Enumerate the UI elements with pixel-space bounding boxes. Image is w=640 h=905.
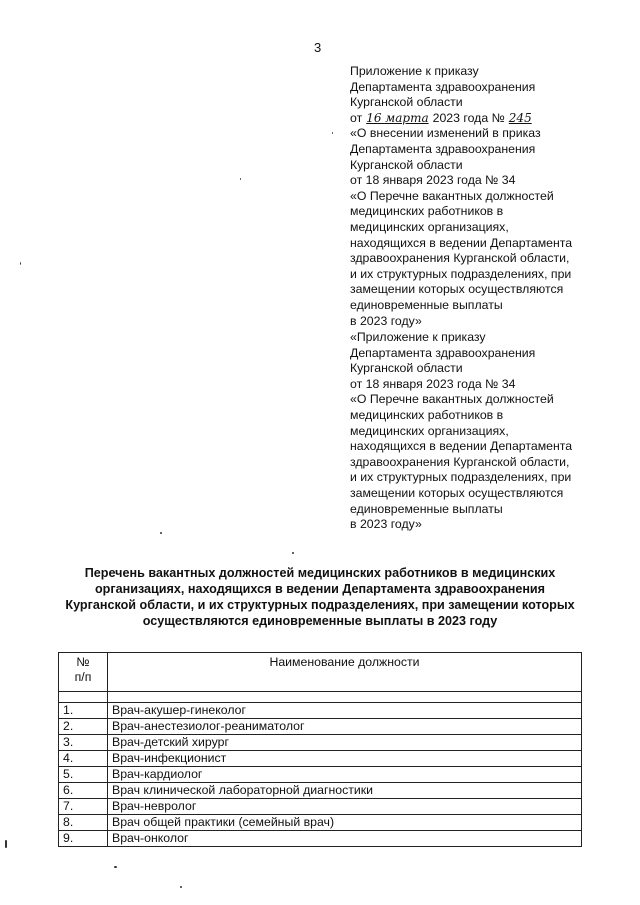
- table-row: [59, 719, 582, 735]
- document-title: [40, 565, 600, 629]
- appendix-line: находящихся в ведении Департамента: [350, 235, 573, 250]
- appendix-line: «О внесении изменений в приказ: [350, 126, 541, 141]
- row-number: 5.: [59, 767, 108, 783]
- appendix-line: «О Перечне вакантных должностей: [350, 188, 554, 203]
- appendix-line: здравоохранения Курганской области,: [350, 454, 570, 469]
- header-num-symbol: №: [76, 655, 90, 669]
- position-name: Врач общей практики (семейный врач): [108, 815, 582, 831]
- handwritten-date: 16 марта: [366, 110, 429, 125]
- appendix-line: Приложение к приказу: [350, 64, 479, 78]
- title-line: Курганской области, и их структурных подразделениях, при замещении которых: [65, 598, 575, 612]
- table-row: [59, 703, 582, 719]
- position-name: Врач-детский хирург: [108, 735, 582, 751]
- appendix-line: «Приложение к приказу: [350, 330, 486, 344]
- scan-speck: [292, 552, 294, 554]
- scan-speck: [240, 178, 241, 180]
- scan-speck: [5, 840, 7, 848]
- appendix-line: медицинских работников в: [350, 204, 504, 219]
- row-number: 8.: [59, 815, 108, 831]
- scan-speck: [160, 532, 162, 534]
- page-number: 3: [314, 40, 322, 55]
- appendix-block-amending-order: [350, 64, 610, 329]
- position-name: Врач-кардиолог: [108, 767, 582, 783]
- date-middle: 2023 года №: [432, 110, 505, 125]
- appendix-line: и их структурных подразделениях, при: [350, 470, 572, 485]
- appendix-line: в 2023 году»: [350, 313, 422, 328]
- appendix-line: в 2023 году»: [350, 517, 422, 532]
- appendix-line: медицинских организациях,: [350, 219, 509, 234]
- row-number: 9.: [59, 831, 108, 847]
- row-number: 7.: [59, 799, 108, 815]
- date-prefix: от: [350, 110, 363, 125]
- appendix-line: медицинских работников в: [350, 407, 504, 422]
- spacer-cell: [108, 692, 582, 703]
- position-name: Врач-инфекционист: [108, 751, 582, 767]
- row-number: 2.: [59, 719, 108, 735]
- vacant-positions-table: [58, 652, 582, 847]
- position-name: Врач-онколог: [108, 831, 582, 847]
- table-row: [59, 831, 582, 847]
- handwritten-order-number: 245: [508, 110, 532, 125]
- appendix-line: единовременные выплаты: [350, 297, 503, 312]
- appendix-line: Курганской области: [350, 95, 463, 110]
- row-number: 3.: [59, 735, 108, 751]
- spacer-cell: [59, 692, 108, 703]
- row-number: 1.: [59, 703, 108, 719]
- appendix-line: Курганской области: [350, 157, 463, 172]
- position-name: Врач-анестезиолог-реаниматолог: [108, 719, 582, 735]
- table-row: [59, 783, 582, 799]
- scan-speck: [20, 262, 21, 265]
- appendix-line: медицинских организациях,: [350, 423, 509, 438]
- appendix-line: находящихся в ведении Департамента: [350, 439, 573, 454]
- table-row: [59, 735, 582, 751]
- title-line: Перечень вакантных должностей медицинских работников в медицинских: [84, 566, 556, 580]
- table-row: [59, 751, 582, 767]
- appendix-line: единовременные выплаты: [350, 501, 503, 516]
- scan-speck: [332, 132, 333, 134]
- table-row: [59, 767, 582, 783]
- appendix-line: здравоохранения Курганской области,: [350, 251, 570, 266]
- appendix-line: Курганской области: [350, 361, 463, 376]
- table-spacer-row: [59, 692, 582, 703]
- appendix-line: Департамента здравоохранения: [350, 79, 536, 94]
- appendix-line: замещении которых осуществляются: [350, 282, 564, 297]
- appendix-line: и их структурных подразделениях, при: [350, 266, 572, 281]
- scan-speck: [114, 866, 117, 868]
- appendix-line: замещении которых осуществляются: [350, 485, 564, 500]
- table-header-row: [59, 653, 582, 692]
- scan-speck: [180, 886, 182, 888]
- table-row: [59, 815, 582, 831]
- appendix-block-original-order: [350, 330, 610, 533]
- table-row: [59, 799, 582, 815]
- title-line: организациях, находящихся в ведении Департамента здравоохранения: [94, 582, 546, 596]
- row-number: 6.: [59, 783, 108, 799]
- title-line: осуществляются единовременные выплаты в 2023 году: [142, 614, 498, 628]
- position-name: Врач-невролог: [108, 799, 582, 815]
- appendix-line: Департамента здравоохранения: [350, 141, 536, 156]
- position-name: Врач клинической лабораторной диагностики: [108, 783, 582, 799]
- column-header-number: [59, 653, 108, 692]
- appendix-line: Департамента здравоохранения: [350, 345, 536, 360]
- column-header-position-name: Наименование должности: [108, 653, 582, 692]
- position-name: Врач-акушер-гинеколог: [108, 703, 582, 719]
- appendix-line: от 18 января 2023 года № 34: [350, 173, 516, 188]
- appendix-line: «О Перечне вакантных должностей: [350, 392, 554, 407]
- header-num-abbr: п/п: [74, 670, 92, 684]
- row-number: 4.: [59, 751, 108, 767]
- order-date-line: [350, 111, 610, 127]
- appendix-line: от 18 января 2023 года № 34: [350, 376, 516, 391]
